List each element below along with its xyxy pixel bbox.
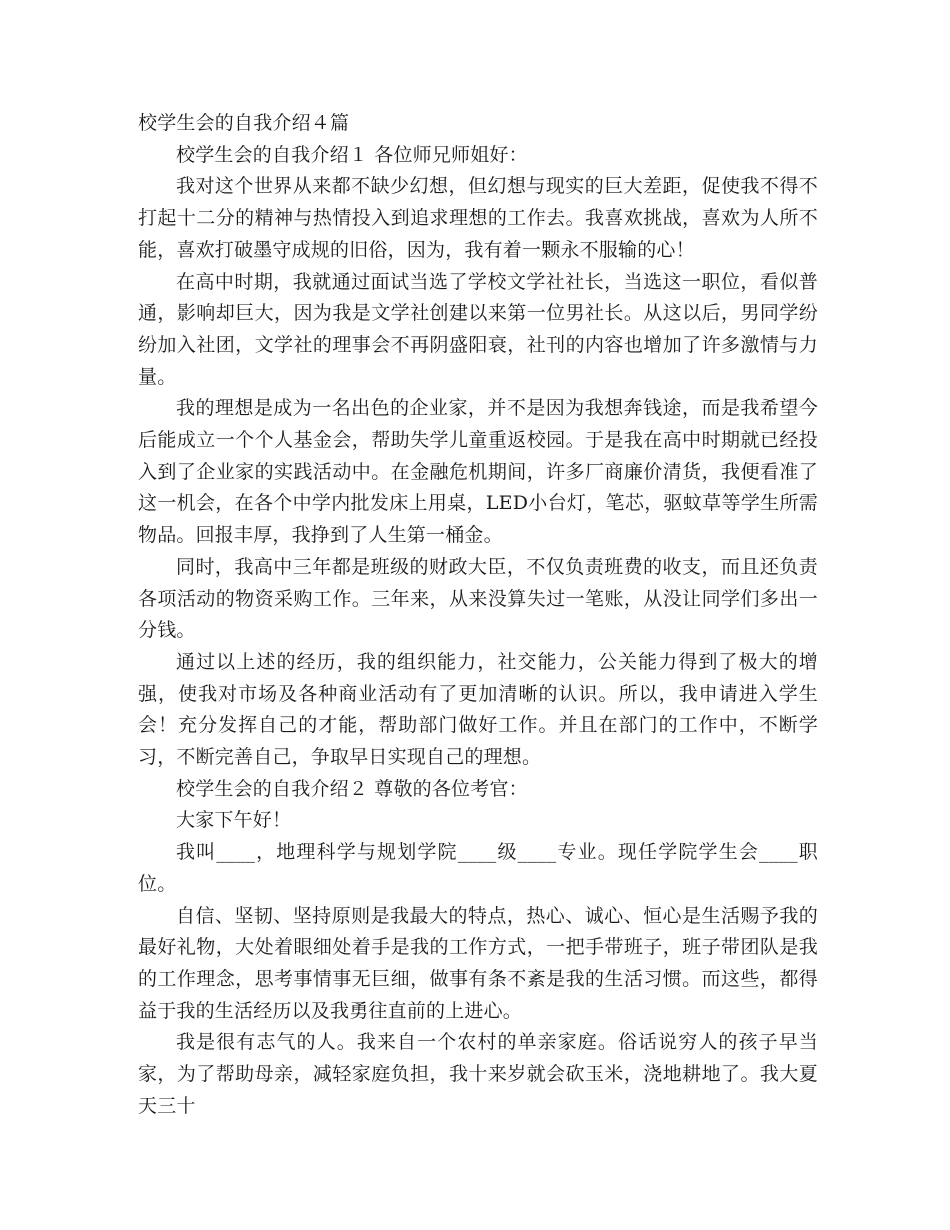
- paragraph: 自信、坚韧、坚持原则是我最大的特点，热心、诚心、恒心是生活赐予我的最好礼物，大处着眼细处着手是我的工作方式，一把手带班子，班子带团队是我的工作理念，思考事情事无巨细，做事有条不紊是我的生活习惯。而这些，都得益于我的生活经历以及我勇往直前的上进心。: [138, 904, 818, 1022]
- paragraph-intro-1-heading: 校学生会的自我介绍１ 各位师兄师姐好：: [176, 143, 528, 166]
- paragraph: 我对这个世界从来都不缺少幻想，但幻想与现实的巨大差距，促使我不得不打起十二分的精神与热情投入到追求理想的工作去。我喜欢挑战，喜欢为人所不能，喜欢打破墨守成规的旧俗，因为，我有着一颗永不服输的心！: [138, 175, 818, 261]
- paragraph-fill-in: 我叫____，地理科学与规划学院____级____专业。现任学院学生会____职位。: [138, 841, 818, 895]
- document-title: 校学生会的自我介绍４篇: [138, 112, 350, 134]
- paragraph: 同时，我高中三年都是班级的财政大臣，不仅负责班费的收支，而且还负责各项活动的物资采购工作。三年来，从来没算失过一笔账，从没让同学们多出一分钱。: [138, 555, 818, 642]
- paragraph-intro-2-heading: 校学生会的自我介绍２ 尊敬的各位考官：: [176, 777, 528, 800]
- paragraph: 在高中时期，我就通过面试当选了学校文学社社长，当选这一职位，看似普通，影响却巨大，因为我是文学社创建以来第一位男社长。从这以后，男同学纷纷加入社团，文学社的理事会不再阴盛阳衰，社刊的内容也增加了许多激情与力量。: [138, 270, 818, 388]
- document-body: [138, 108, 818, 1123]
- paragraph: 通过以上述的经历，我的组织能力，社交能力，公关能力得到了极大的增强，使我对市场及各种商业活动有了更加清晰的认识。所以，我申请进入学生会！充分发挥自己的才能，帮助部门做好工作。并且在部门的工作中，不断学习，不断完善自己，争取早日实现自己的理想。: [138, 650, 818, 769]
- paragraph: 我是很有志气的人。我来自一个农村的单亲家庭。俗话说穷人的孩子早当家，为了帮助母亲，减轻家庭负担，我十来岁就会砍玉米，浇地耕地了。我大夏天三十: [138, 1031, 818, 1117]
- paragraph-greeting: 大家下午好！: [176, 809, 292, 832]
- paragraph: 我的理想是成为一名出色的企业家，并不是因为我想奔钱途，而是我希望今后能成立一个个人基金会，帮助失学儿童重返校园。于是我在高中时期就已经投入到了企业家的实践活动中。在金融危机期间，许多厂商廉价清货，我便看准了这一机会，在各个中学内批发床上用桌，LED小台灯，笔芯，驱蚊草等学生所需物品。回报丰厚，我挣到了人生第一桶金。: [138, 397, 818, 547]
